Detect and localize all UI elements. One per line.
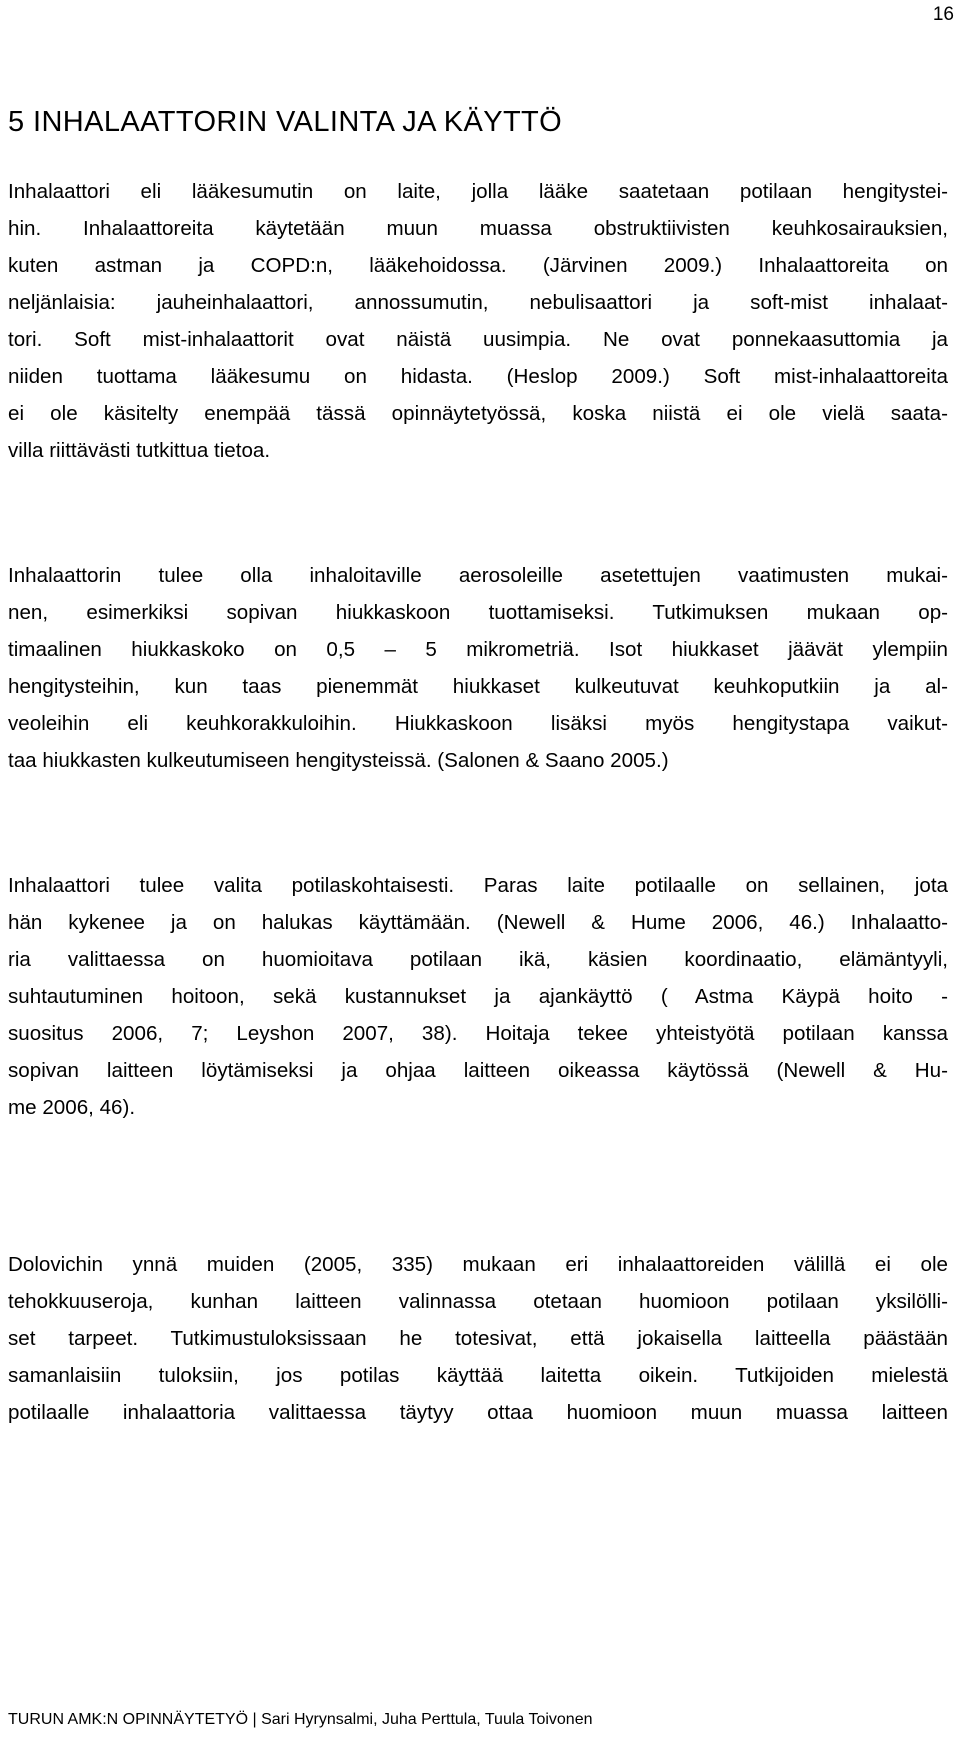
text-line: nen, esimerkiksi sopivan hiukkaskoon tuottamiseksi. Tutkimuksen mukaan op-	[8, 601, 948, 624]
paragraph-3	[8, 867, 948, 1126]
text-line: Inhalaattori eli lääkesumutin on laite, jolla lääke saatetaan potilaan hengitystei-	[8, 180, 948, 203]
page-footer: TURUN AMK:N OPINNÄYTETYÖ | Sari Hyrynsalmi, Juha Perttula, Tuula Toivonen	[8, 1711, 593, 1728]
text-line: neljänlaisia: jauheinhalaattori, annossumutin, nebulisaattori ja soft-mist inhalaat-	[8, 291, 948, 314]
text-line: sopivan laitteen löytämiseksi ja ohjaa laitteen oikeassa käytössä (Newell & Hu-	[8, 1059, 948, 1082]
text-line: tori. Soft mist-inhalaattorit ovat näistä uusimpia. Ne ovat ponnekaasuttomia ja	[8, 328, 948, 351]
text-line: tehokkuuseroja, kunhan laitteen valinnassa otetaan huomioon potilaan yksilölli-	[8, 1290, 948, 1313]
text-line: Inhalaattori tulee valita potilaskohtaisesti. Paras laite potilaalle on sellainen, jota	[8, 874, 948, 897]
text-line: Inhalaattorin tulee olla inhaloitaville aerosoleille asetettujen vaatimusten mukai-	[8, 564, 948, 587]
text-line: me 2006, 46).	[8, 1096, 136, 1119]
text-line: set tarpeet. Tutkimustuloksissaan he totesivat, että jokaisella laitteella päästään	[8, 1327, 948, 1350]
text-line: samanlaisiin tuloksiin, jos potilas käyttää laitetta oikein. Tutkijoiden mielestä	[8, 1364, 948, 1387]
text-line: ei ole käsitelty enempää tässä opinnäytetyössä, koska niistä ei ole vielä saata-	[8, 402, 948, 425]
text-line: hin. Inhalaattoreita käytetään muun muassa obstruktiivisten keuhkosairauksien,	[8, 217, 948, 240]
text-line: veoleihin eli keuhkorakkuloihin. Hiukkaskoon lisäksi myös hengitystapa vaikut-	[8, 712, 948, 735]
text-line: hengitysteihin, kun taas pienemmät hiukkaset kulkeutuvat keuhkoputkiin ja al-	[8, 675, 948, 698]
text-line: niiden tuottama lääkesumu on hidasta. (Heslop 2009.) Soft mist-inhalaattoreita	[8, 365, 948, 388]
text-line: Dolovichin ynnä muiden (2005, 335) mukaan eri inhalaattoreiden välillä ei ole	[8, 1253, 948, 1276]
text-line: timaalinen hiukkaskoko on 0,5 – 5 mikrometriä. Isot hiukkaset jäävät ylempiin	[8, 638, 948, 661]
text-line: villa riittävästi tutkittua tietoa.	[8, 439, 271, 462]
text-line: suositus 2006, 7; Leyshon 2007, 38). Hoitaja tekee yhteistyötä potilaan kanssa	[8, 1022, 948, 1045]
text-line: ria valittaessa on huomioitava potilaan ikä, käsien koordinaatio, elämäntyyli,	[8, 948, 948, 971]
paragraph-4	[8, 1246, 948, 1431]
text-line: kuten astman ja COPD:n, lääkehoidossa. (Järvinen 2009.) Inhalaattoreita on	[8, 254, 948, 277]
text-line: taa hiukkasten kulkeutumiseen hengitysteissä. (Salonen & Saano 2005.)	[8, 749, 669, 772]
paragraph-2	[8, 557, 948, 779]
chapter-heading: 5 INHALAATTORIN VALINTA JA KÄYTTÖ	[8, 106, 563, 138]
page-number: 16	[932, 4, 954, 25]
text-line: potilaalle inhalaattoria valittaessa täytyy ottaa huomioon muun muassa laitteen	[8, 1401, 948, 1424]
text-line: suhtautuminen hoitoon, sekä kustannukset ja ajankäyttö ( Astma Käypä hoito -	[8, 985, 948, 1008]
paragraph-1	[8, 173, 948, 469]
text-line: hän kykenee ja on halukas käyttämään. (Newell & Hume 2006, 46.) Inhalaatto-	[8, 911, 948, 934]
